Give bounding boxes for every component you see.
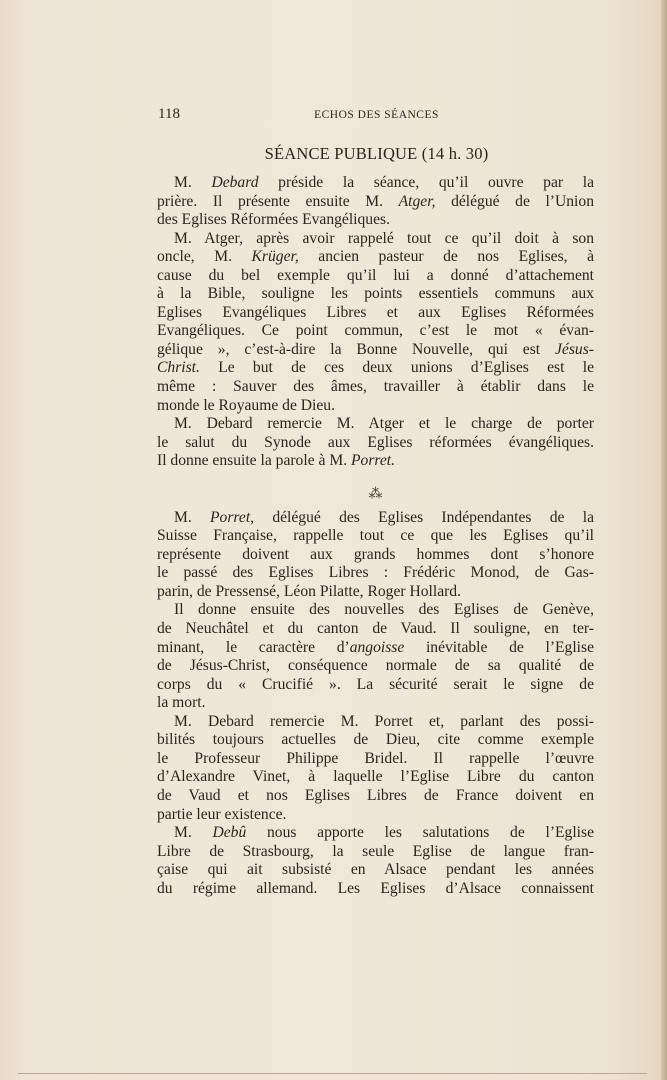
text-run: oncle, M. bbox=[157, 248, 252, 266]
text-run: délégué des Eglises Indépendantes de la bbox=[254, 508, 594, 526]
text-run: corps du « Crucifié ». La sécurité serait le signe de bbox=[157, 675, 594, 693]
text-run: de Jésus-Christ, conséquence normale de sa qualité de bbox=[157, 657, 594, 675]
italic-name: Debû bbox=[212, 824, 247, 842]
text-line bbox=[157, 731, 594, 750]
running-head: ECHOS DES SÉANCES bbox=[314, 109, 439, 121]
text-run: inévitable de l’Eglise bbox=[404, 638, 594, 656]
text-run: Libre de Strasbourg, la seule Eglise de langue fran- bbox=[157, 842, 594, 860]
text-run: à la Bible, souligne les points essentiels communs aux bbox=[157, 285, 594, 303]
italic-name: Porret, bbox=[210, 508, 255, 526]
asterism-glyph: ⁂ bbox=[368, 486, 383, 502]
section-title: SÉANCE PUBLIQUE (14 h. 30) bbox=[264, 144, 489, 163]
text-line bbox=[157, 285, 594, 304]
text-line bbox=[157, 750, 594, 769]
italic-name: Christ. bbox=[157, 359, 200, 377]
text-run: M. bbox=[174, 174, 212, 191]
text-run: M. bbox=[174, 824, 213, 842]
text-run: d’Alexandre Vinet, à laquelle l’Eglise Libre du canton bbox=[157, 768, 594, 786]
text-line bbox=[157, 322, 594, 341]
text-line bbox=[157, 230, 594, 249]
text-run: le salut du Synode aux Eglises réformées évangéliques. bbox=[157, 433, 594, 451]
text-line bbox=[157, 824, 594, 843]
text-run: M. Atger, après avoir rappelé tout ce qu’il doit à son bbox=[174, 229, 594, 247]
body-text bbox=[157, 174, 594, 898]
text-line bbox=[157, 787, 594, 806]
text-run: Evangéliques. Ce point commun, c’est le mot « évan- bbox=[157, 322, 594, 340]
text-run: nous apporte les salutations de l’Eglise bbox=[246, 824, 594, 842]
text-line bbox=[157, 564, 594, 583]
text-run: le passé des Eglises Libres : Frédéric Monod, de Gas- bbox=[157, 564, 594, 582]
text-run: bilités toujours actuelles de Dieu, cite comme exemple bbox=[157, 731, 594, 749]
text-line bbox=[157, 452, 594, 471]
page-edge bbox=[661, 0, 667, 1080]
text-line bbox=[157, 583, 594, 602]
italic-name: Atger, bbox=[398, 192, 436, 210]
section-ornament bbox=[157, 471, 594, 509]
text-line bbox=[157, 341, 594, 360]
page-number: 118 bbox=[158, 106, 180, 122]
text-line bbox=[157, 546, 594, 565]
text-line bbox=[157, 768, 594, 787]
paragraph bbox=[157, 174, 594, 230]
text-line bbox=[157, 193, 594, 212]
text-line bbox=[157, 248, 594, 267]
text-run: du régime allemand. Les Eglises d’Alsace connaissent bbox=[157, 879, 594, 897]
text-run: parin, de Pressensé, Léon Pilatte, Roger Hollard. bbox=[157, 582, 462, 600]
text-run: Le but de ces deux unions d’Eglises est le bbox=[199, 359, 594, 377]
text-run: prière. Il présente ensuite M. bbox=[157, 192, 399, 210]
text-line bbox=[157, 527, 594, 546]
italic-name: Jésus- bbox=[555, 340, 594, 358]
text-run: cause du bel exemple qu’il lui a donné d’attachement bbox=[157, 266, 594, 284]
text-run: le Professeur Philippe Bridel. Il rappelle l’œuvre bbox=[157, 749, 594, 767]
bottom-rule bbox=[18, 1073, 647, 1074]
italic-name: Debard bbox=[211, 174, 259, 191]
text-line bbox=[157, 434, 594, 453]
text-run: des Eglises Réformées Evangéliques. bbox=[157, 211, 390, 229]
paragraph bbox=[157, 509, 594, 602]
text-line bbox=[157, 620, 594, 639]
text-line bbox=[157, 639, 594, 658]
text-line bbox=[157, 676, 594, 695]
text-run: représente doivent aux grands hommes dont s’honore bbox=[157, 545, 594, 563]
text-line bbox=[157, 304, 594, 323]
text-line bbox=[157, 601, 594, 620]
text-run: de Neuchâtel et du canton de Vaud. Il souligne, en ter- bbox=[157, 620, 594, 638]
text-run: gélique », c’est-à-dire la Bonne Nouvelle, qui est bbox=[157, 340, 556, 358]
paragraph bbox=[157, 824, 594, 898]
text-line bbox=[157, 378, 594, 397]
paragraph bbox=[157, 230, 594, 415]
text-run: M. bbox=[174, 508, 211, 526]
text-line bbox=[157, 806, 594, 825]
italic-name: Porret. bbox=[351, 452, 396, 470]
text-line bbox=[157, 694, 594, 713]
text-run: préside la séance, qu’il ouvre par la bbox=[258, 174, 594, 191]
text-line bbox=[157, 211, 594, 230]
text-line bbox=[157, 713, 594, 732]
text-run: la mort. bbox=[157, 694, 206, 712]
text-run: délégué de l’Union bbox=[435, 192, 594, 210]
text-run: Il donne ensuite la parole à M. bbox=[157, 452, 351, 470]
text-run: çaise qui ait subsisté en Alsace pendant les années bbox=[157, 861, 594, 879]
italic-name: angoisse bbox=[349, 638, 405, 656]
text-run: M. Debard remercie M. Atger et le charge de porter bbox=[174, 415, 594, 433]
text-run: de Vaud et nos Eglises Libres de France doivent en bbox=[157, 786, 594, 804]
text-line bbox=[157, 843, 594, 862]
text-run: Il donne ensuite des nouvelles des Eglises de Genève, bbox=[174, 601, 594, 619]
italic-name: Krüger, bbox=[251, 248, 299, 266]
paragraph bbox=[157, 415, 594, 471]
page-header bbox=[158, 106, 595, 126]
text-line bbox=[157, 267, 594, 286]
text-run: ancien pasteur de nos Eglises, à bbox=[298, 248, 594, 266]
text-line bbox=[157, 880, 594, 899]
text-run: Suisse Française, rappelle tout ce que les Eglises qu’il bbox=[157, 527, 594, 545]
text-run: monde le Royaume de Dieu. bbox=[157, 396, 335, 414]
paragraph bbox=[157, 713, 594, 824]
text-run: partie leur existence. bbox=[157, 805, 287, 823]
text-line bbox=[157, 359, 594, 378]
paragraph bbox=[157, 601, 594, 712]
text-run: même : Sauver des âmes, travailler à établir dans le bbox=[157, 378, 594, 396]
text-run: M. Debard remercie M. Porret et, parlant des possi- bbox=[174, 712, 594, 730]
text-line bbox=[157, 657, 594, 676]
text-line bbox=[157, 415, 594, 434]
text-line bbox=[157, 397, 594, 416]
text-line bbox=[157, 861, 594, 880]
text-run: Eglises Evangéliques Libres et aux Eglises Réformées bbox=[157, 303, 594, 321]
text-line bbox=[157, 174, 594, 193]
text-run: minant, le caractère d’ bbox=[157, 638, 350, 656]
